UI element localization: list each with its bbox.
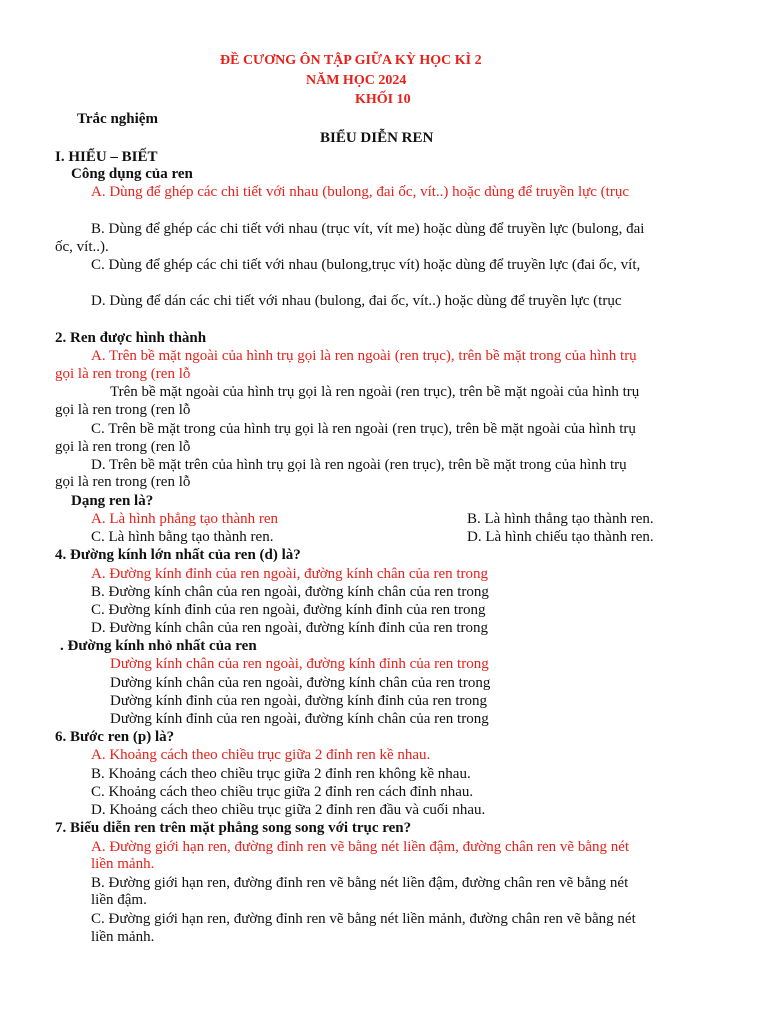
- q2-option-d-line2: gọi là ren trong (ren lỗ: [55, 474, 191, 490]
- q7-option-a-line1: A. Đường giới hạn ren, đường đỉnh ren vẽ bằng nét liền đậm, đường chân ren vẽ bằng nét: [91, 839, 630, 855]
- q2-option-d-line1: D. Trên bề mặt trên của hình trụ gọi là ren ngoài (ren trục), trên bề mặt trong của hình trụ: [91, 457, 627, 473]
- part-heading: I. HIỂU – BIẾT: [55, 149, 158, 165]
- q5-title: . Đường kính nhỏ nhất của ren: [60, 638, 257, 654]
- q5-option-b: Dường kính chân của ren ngoài, đường kính chân của ren trong: [110, 675, 491, 691]
- q7-option-b-line1: B. Đường giới hạn ren, đường đỉnh ren vẽ bằng nét liền đậm, đường chân ren vẽ bằng nét: [91, 875, 629, 891]
- q3-option-b: B. Là hình thẳng tạo thành ren.: [467, 511, 654, 527]
- doc-title-line3: KHỐI 10: [355, 92, 411, 107]
- q7-option-a-line2: liền mảnh.: [91, 856, 155, 872]
- q7-option-c-line2: liền mảnh.: [91, 929, 155, 945]
- q6-option-a: A. Khoảng cách theo chiều trục giữa 2 đỉnh ren kề nhau.: [91, 747, 431, 763]
- q1-option-c: C. Dùng để ghép các chi tiết với nhau (bulong,trục vít) hoặc dùng để truyền lực (đai ốc, vít,: [91, 257, 641, 273]
- q1-option-b-line1: B. Dùng để ghép các chi tiết với nhau (trục vít, vít me) hoặc dùng để truyền lực (bulong, đai: [91, 221, 645, 237]
- q3-option-d: D. Là hình chiếu tạo thành ren.: [467, 529, 654, 545]
- q1-option-a: A. Dùng để ghép các chi tiết với nhau (bulong, đai ốc, vít..) hoặc dùng để truyền lực (trục: [91, 184, 629, 200]
- q2-option-c-line2: gọi là ren trong (ren lỗ: [55, 439, 191, 455]
- q6-option-b: B. Khoảng cách theo chiều trục giữa 2 đỉnh ren không kề nhau.: [91, 766, 471, 782]
- q6-title: 6. Bước ren (p) là?: [55, 729, 175, 745]
- q4-option-b: B. Đường kính chân của ren ngoài, đường kính chân của ren trong: [91, 584, 489, 600]
- q5-option-c: Dường kính đỉnh của ren ngoài, đường kính đỉnh của ren trong: [110, 693, 488, 709]
- q6-option-c: C. Khoảng cách theo chiều trục giữa 2 đỉnh ren cách đỉnh nhau.: [91, 784, 474, 800]
- q2-option-b-line2: gọi là ren trong (ren lỗ: [55, 402, 191, 418]
- q2-title: 2. Ren được hình thành: [55, 330, 207, 346]
- q1-option-b-line2: ốc, vít..).: [55, 239, 109, 255]
- q3-option-c: C. Là hình bằng tạo thành ren.: [91, 529, 274, 545]
- q4-title: 4. Đường kính lớn nhất của ren (d) là?: [55, 547, 301, 563]
- q4-option-a: A. Đường kính đỉnh của ren ngoài, đường kính chân của ren trong: [91, 566, 489, 582]
- q6-option-d: D. Khoảng cách theo chiều trục giữa 2 đỉnh ren đầu và cuối nhau.: [91, 802, 486, 818]
- section-type: Trắc nghiệm: [77, 111, 158, 127]
- doc-title-line2: NĂM HỌC 2024: [306, 73, 407, 88]
- q7-option-c-line1: C. Đường giới hạn ren, đường đỉnh ren vẽ bằng nét liền mảnh, đường chân ren vẽ bằng nét: [91, 911, 636, 927]
- q3-option-a: A. Là hình phẳng tạo thành ren: [91, 511, 279, 527]
- topic-title: BIỂU DIỄN REN: [320, 130, 434, 146]
- q2-option-a-line2: gọi là ren trong (ren lỗ: [55, 366, 191, 382]
- q7-option-b-line2: liền đậm.: [91, 892, 147, 908]
- q7-title: 7. Biểu diễn ren trên mặt phẳng song song với trục ren?: [55, 820, 412, 836]
- q4-option-c: C. Đường kính đỉnh của ren ngoài, đường kính đỉnh của ren trong: [91, 602, 486, 618]
- q2-option-c-line1: C. Trên bề mặt trong của hình trụ gọi là ren ngoài (ren trục), trên bề mặt ngoài của hình trụ: [91, 421, 636, 437]
- q5-option-a: Dường kính chân của ren ngoài, đường kính đỉnh của ren trong: [110, 656, 489, 672]
- q4-option-d: D. Đường kính chân của ren ngoài, đường kính đỉnh của ren trong: [91, 620, 489, 636]
- q5-option-d: Dường kính đỉnh của ren ngoài, đường kính chân của ren trong: [110, 711, 489, 727]
- q2-option-b-line1: Trên bề mặt ngoài của hình trụ gọi là ren ngoài (ren trục), trên bề mặt ngoài của hình trụ: [110, 384, 640, 400]
- q2-option-a-line1: A. Trên bề mặt ngoài của hình trụ gọi là ren ngoài (ren trục), trên bề mặt trong của hình trụ: [91, 348, 637, 364]
- q1-option-d: D. Dùng để dán các chi tiết với nhau (bulong, đai ốc, vít..) hoặc dùng để truyền lực (trục: [91, 293, 622, 309]
- q3-title: Dạng ren là?: [71, 493, 154, 509]
- q1-title: Công dụng của ren: [71, 166, 193, 182]
- doc-title-line1: ĐỀ CƯƠNG ÔN TẬP GIỮA KỲ HỌC KÌ 2: [220, 53, 482, 68]
